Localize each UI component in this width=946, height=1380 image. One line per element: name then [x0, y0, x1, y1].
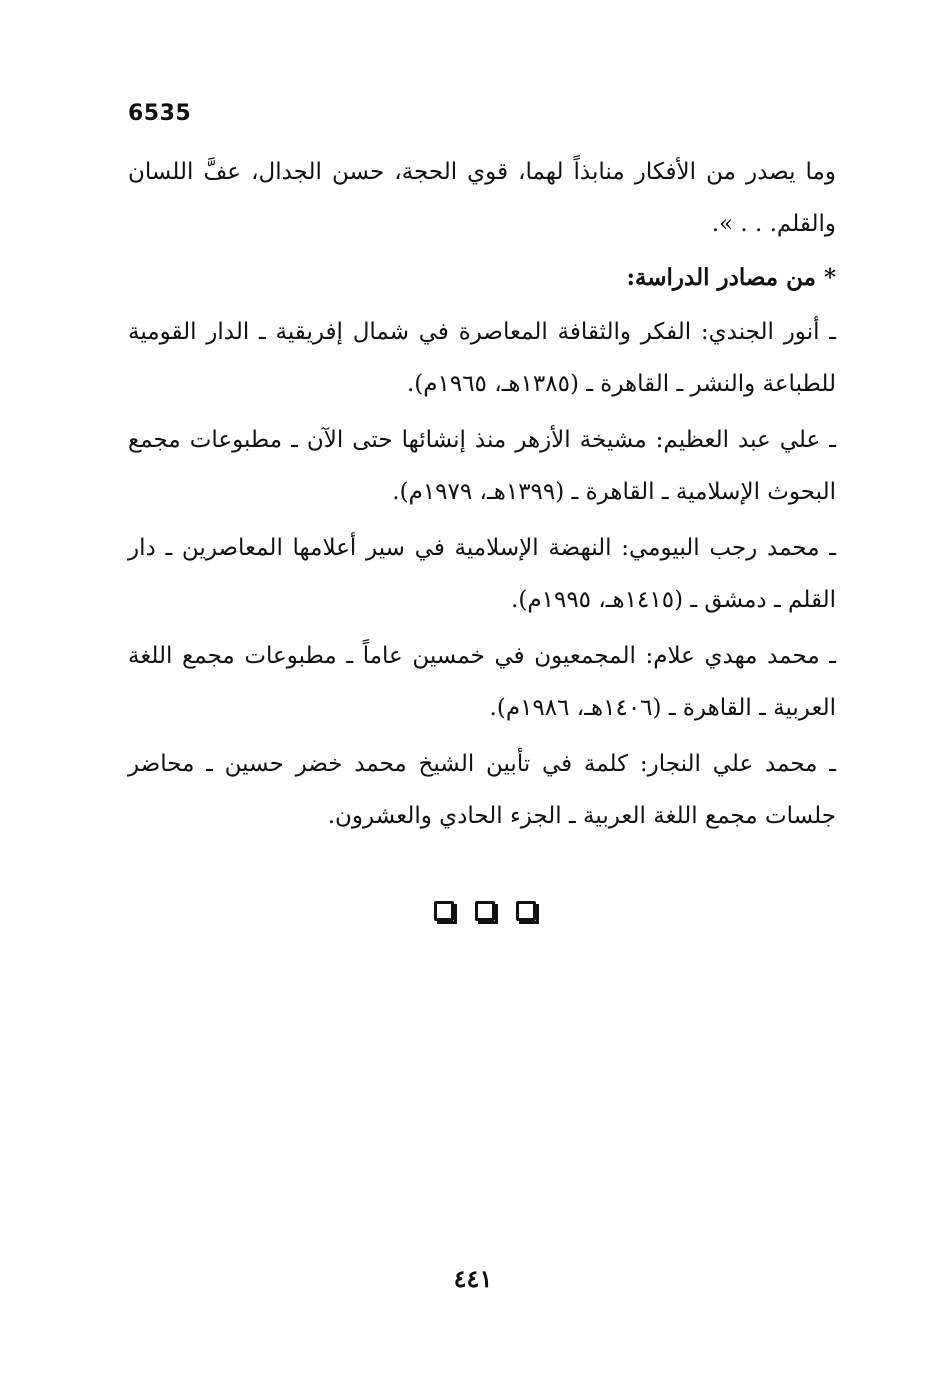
source-item: ـ محمد علي النجار: كلمة في تأبين الشيخ محمد خضر حسين ـ محاضر جلسات مجمع اللغة العربية ـ الجزء الحادي والعشرون. — [128, 751, 836, 829]
source-item: ـ أنور الجندي: الفكر والثقافة المعاصرة في شمال إفريقية ـ الدار القومية للطباعة والنشر ـ القاهرة ـ (١٣٨٥هـ، ١٩٦٥م). — [128, 319, 836, 397]
intro-paragraph: وما يصدر من الأفكار منابذاً لهما، قوي الحجة، حسن الجدال، عفَّ اللسان والقلم. . . ». — [128, 159, 836, 237]
sources-heading: * من مصادر الدراسة: — [626, 264, 836, 291]
ornament-box-icon — [475, 901, 495, 921]
sources-list — [128, 306, 836, 842]
page-id-label: 6535 — [128, 101, 192, 126]
section-end-ornament — [434, 901, 536, 921]
page-number: ٤٤١ — [453, 1264, 493, 1293]
source-item: ـ محمد مهدي علام: المجمعيون في خمسين عاماً ـ مطبوعات مجمع اللغة العربية ـ القاهرة ـ (١٤٠٦هـ، ١٩٨٦م). — [128, 643, 836, 721]
ornament-box-icon — [516, 901, 536, 921]
source-item: ـ محمد رجب البيومي: النهضة الإسلامية في سير أعلامها المعاصرين ـ دار القلم ـ دمشق ـ (١٤١٥هـ، ١٩٩٥م). — [128, 535, 836, 613]
source-item: ـ علي عبد العظيم: مشيخة الأزهر منذ إنشائها حتى الآن ـ مطبوعات مجمع البحوث الإسلامية ـ القاهرة ـ (١٣٩٩هـ، ١٩٧٩م). — [128, 427, 836, 505]
ornament-box-icon — [434, 901, 454, 921]
body-text — [128, 146, 836, 846]
